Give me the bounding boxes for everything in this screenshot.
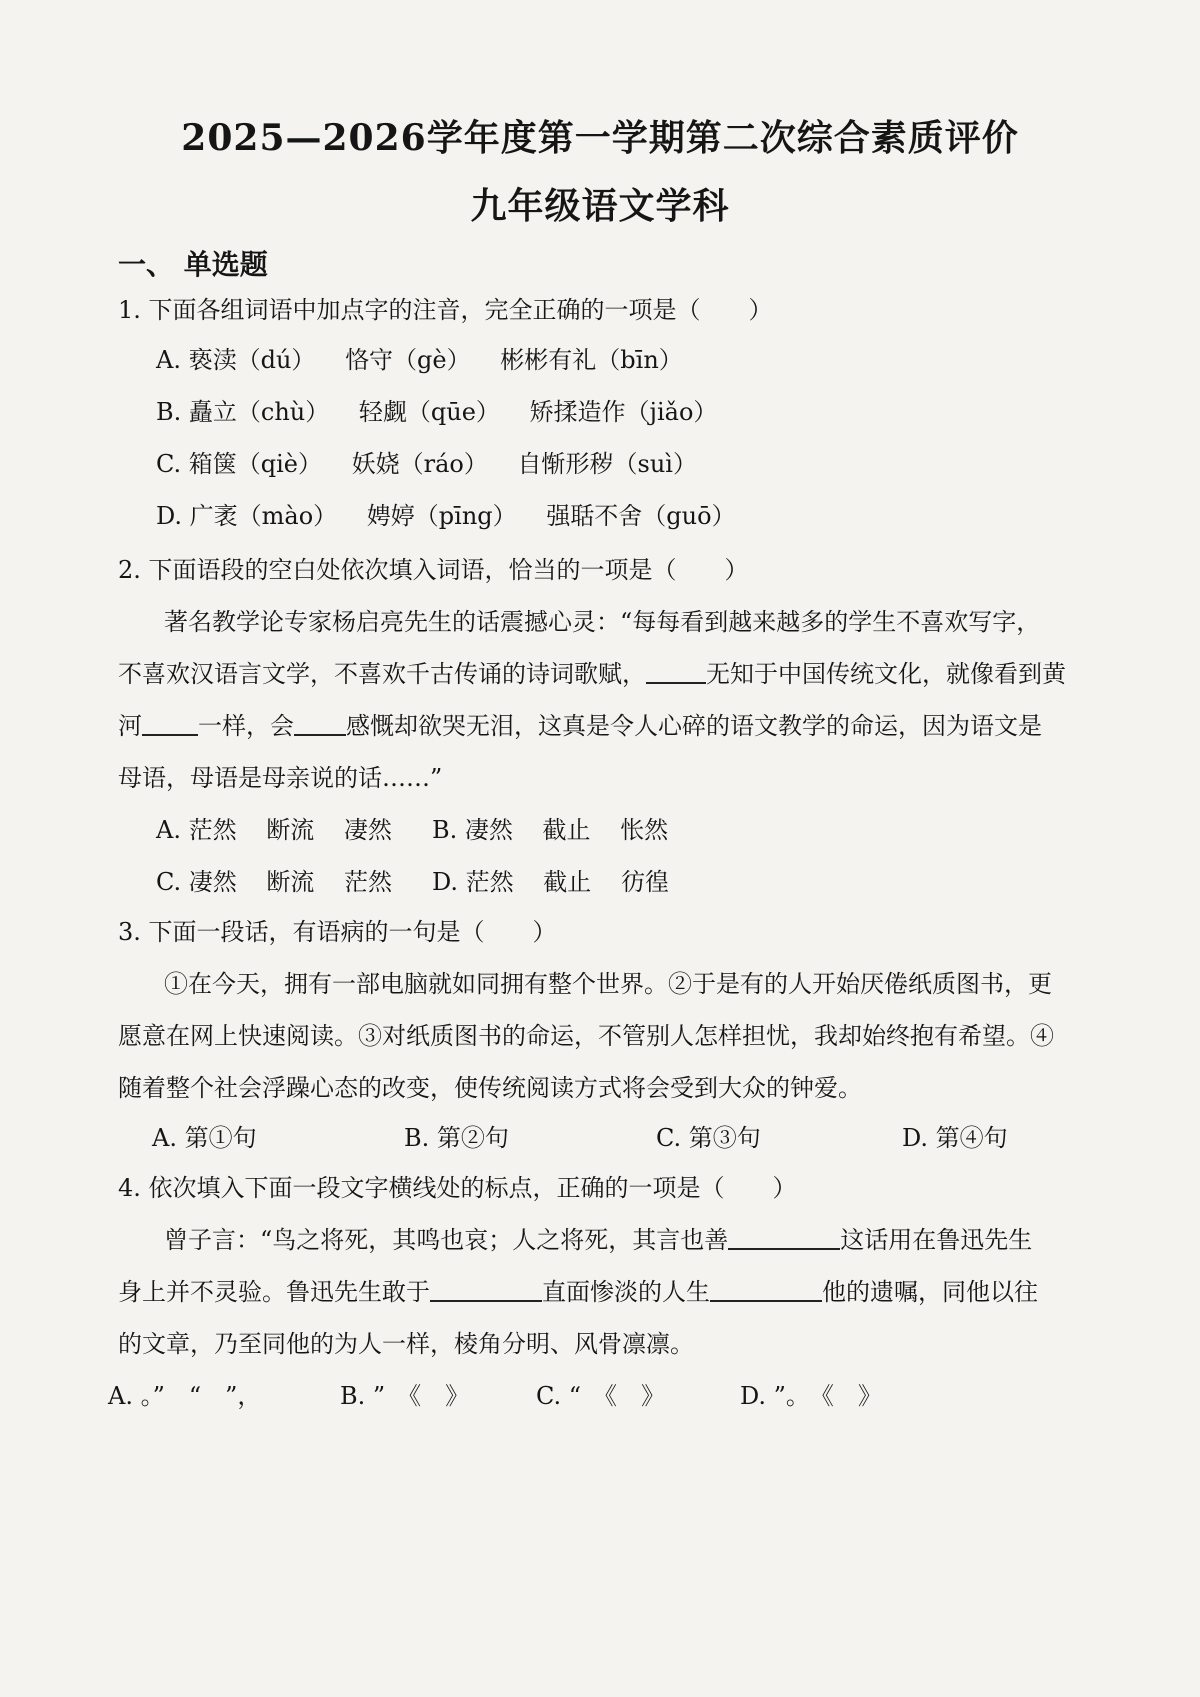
q3-option-b: B. 第②句: [404, 1124, 509, 1152]
q2-option-d: [432, 868, 669, 897]
q4-text-2a: 身上并不灵验。鲁迅先生敢于: [118, 1278, 430, 1306]
section-heading: 一、 单选题: [118, 248, 268, 281]
q4-passage-line3: 的文章，乃至同他的为人一样，棱角分明、风骨凛凛。: [118, 1330, 694, 1358]
exam-subtitle: 九年级语文学科: [470, 185, 730, 227]
q3-passage-line2: 愿意在网上快速阅读。③对纸质图书的命运，不管别人怎样担忧，我却始终抱有希望。④: [118, 1022, 1054, 1050]
q2-blank-1: [646, 660, 706, 684]
q2-c-word1: C. 凄然: [156, 868, 237, 896]
q1-a-word2: 恪守（gè）: [345, 346, 471, 374]
q2-d-word3: 彷徨: [620, 868, 669, 896]
q2-passage-line3: [118, 712, 1100, 741]
q1-option-c: [156, 450, 697, 479]
q4-blank-1: [728, 1226, 840, 1250]
q2-text-2b: 无知于中国传统文化，就像看到黄: [706, 660, 1066, 688]
q4-option-c: C. “ 《 》: [536, 1382, 666, 1410]
q3-option-c: C. 第③句: [656, 1124, 761, 1152]
q1-stem: 1. 下面各组词语中加点字的注音，完全正确的一项是（ ）: [118, 296, 773, 324]
q2-passage-line1: 著名教学论专家杨启亮先生的话震撼心灵：“每每看到越来越多的学生不喜欢写字，: [164, 608, 1041, 636]
q4-text-2b: 直面惨淡的人生: [542, 1278, 710, 1306]
q2-text-3a: 河: [118, 712, 142, 740]
q3-passage-line3: 随着整个社会浮躁心态的改变，使传统阅读方式将会受到大众的钟爱。: [118, 1074, 862, 1102]
q2-c-word3: 茫然: [344, 868, 393, 896]
q2-a-word3: 凄然: [343, 816, 392, 844]
q1-d-word2: 娉婷（pīng）: [366, 502, 517, 530]
q1-c-word3: 自惭形秽（suì）: [517, 450, 697, 478]
q1-b-word1: B. 矗立（chù）: [156, 398, 330, 426]
q2-passage-line4: 母语，母语是母亲说的话……”: [118, 764, 443, 792]
q2-blank-3: [294, 712, 346, 736]
q2-d-word1: D. 茫然: [432, 868, 514, 896]
q2-text-3b: 一样，会: [198, 712, 294, 740]
q1-a-word3: 彬彬有礼（bīn）: [500, 346, 683, 374]
q1-option-d: [156, 502, 736, 531]
q2-c-word2: 断流: [266, 868, 315, 896]
q2-passage-line2: [118, 660, 1100, 689]
q1-a-word1: A. 亵渎（dú）: [156, 346, 316, 374]
q2-a-word2: 断流: [266, 816, 315, 844]
q1-d-word1: D. 广袤（mào）: [156, 502, 338, 530]
q4-option-b: B. ” 《 》: [340, 1382, 470, 1410]
q1-b-word2: 轻觑（qūe）: [358, 398, 500, 426]
q4-option-d: D. ”。 《 》: [740, 1382, 882, 1410]
q2-stem: 2. 下面语段的空白处依次填入词语，恰当的一项是（ ）: [118, 556, 749, 584]
q3-stem: 3. 下面一段话，有语病的一句是（ ）: [118, 918, 557, 946]
q1-option-b: [156, 398, 717, 427]
q2-option-a: [156, 816, 392, 845]
q1-d-word3: 强聒不舍（guō）: [546, 502, 736, 530]
q2-b-word3: 怅然: [620, 816, 669, 844]
q2-option-c: [156, 868, 392, 897]
q1-b-word3: 矫揉造作（jiǎo）: [529, 398, 718, 426]
q2-blank-2: [142, 712, 198, 736]
q3-passage-line1: ①在今天，拥有一部电脑就如同拥有整个世界。②于是有的人开始厌倦纸质图书，更: [164, 970, 1052, 998]
q4-text-1a: 曾子言：“鸟之将死，其鸣也哀；人之将死，其言也善: [164, 1226, 729, 1254]
q4-passage-line2: [118, 1278, 1100, 1307]
q4-stem: 4. 依次填入下面一段文字横线处的标点，正确的一项是（ ）: [118, 1174, 797, 1202]
q3-option-d: D. 第④句: [902, 1124, 1008, 1152]
q4-option-a: A. 。” “ ”，: [108, 1382, 262, 1410]
q1-option-a: [156, 346, 683, 375]
q2-d-word2: 截止: [543, 868, 592, 896]
q4-blank-2: [430, 1278, 542, 1302]
q2-b-word1: B. 凄然: [432, 816, 513, 844]
q2-option-b: [432, 816, 668, 845]
q1-c-word1: C. 箱箧（qiè）: [156, 450, 323, 478]
q2-b-word2: 截止: [542, 816, 591, 844]
q4-text-1b: 这话用在鲁迅先生: [840, 1226, 1033, 1254]
q4-text-2c: 他的遗嘱，同他以往: [822, 1278, 1038, 1306]
exam-title: 2025—2026学年度第一学期第二次综合素质评价: [181, 117, 1019, 159]
q2-text-2a: 不喜欢汉语言文学，不喜欢千古传诵的诗词歌赋，: [118, 660, 646, 688]
q3-option-a: A. 第①句: [152, 1124, 257, 1152]
q4-blank-3: [710, 1278, 822, 1302]
q4-passage-line1: [164, 1226, 1100, 1255]
q2-text-3c: 感慨却欲哭无泪，这真是令人心碎的语文教学的命运，因为语文是: [346, 712, 1042, 740]
q1-c-word2: 妖娆（ráo）: [351, 450, 488, 478]
q2-a-word1: A. 茫然: [156, 816, 237, 844]
